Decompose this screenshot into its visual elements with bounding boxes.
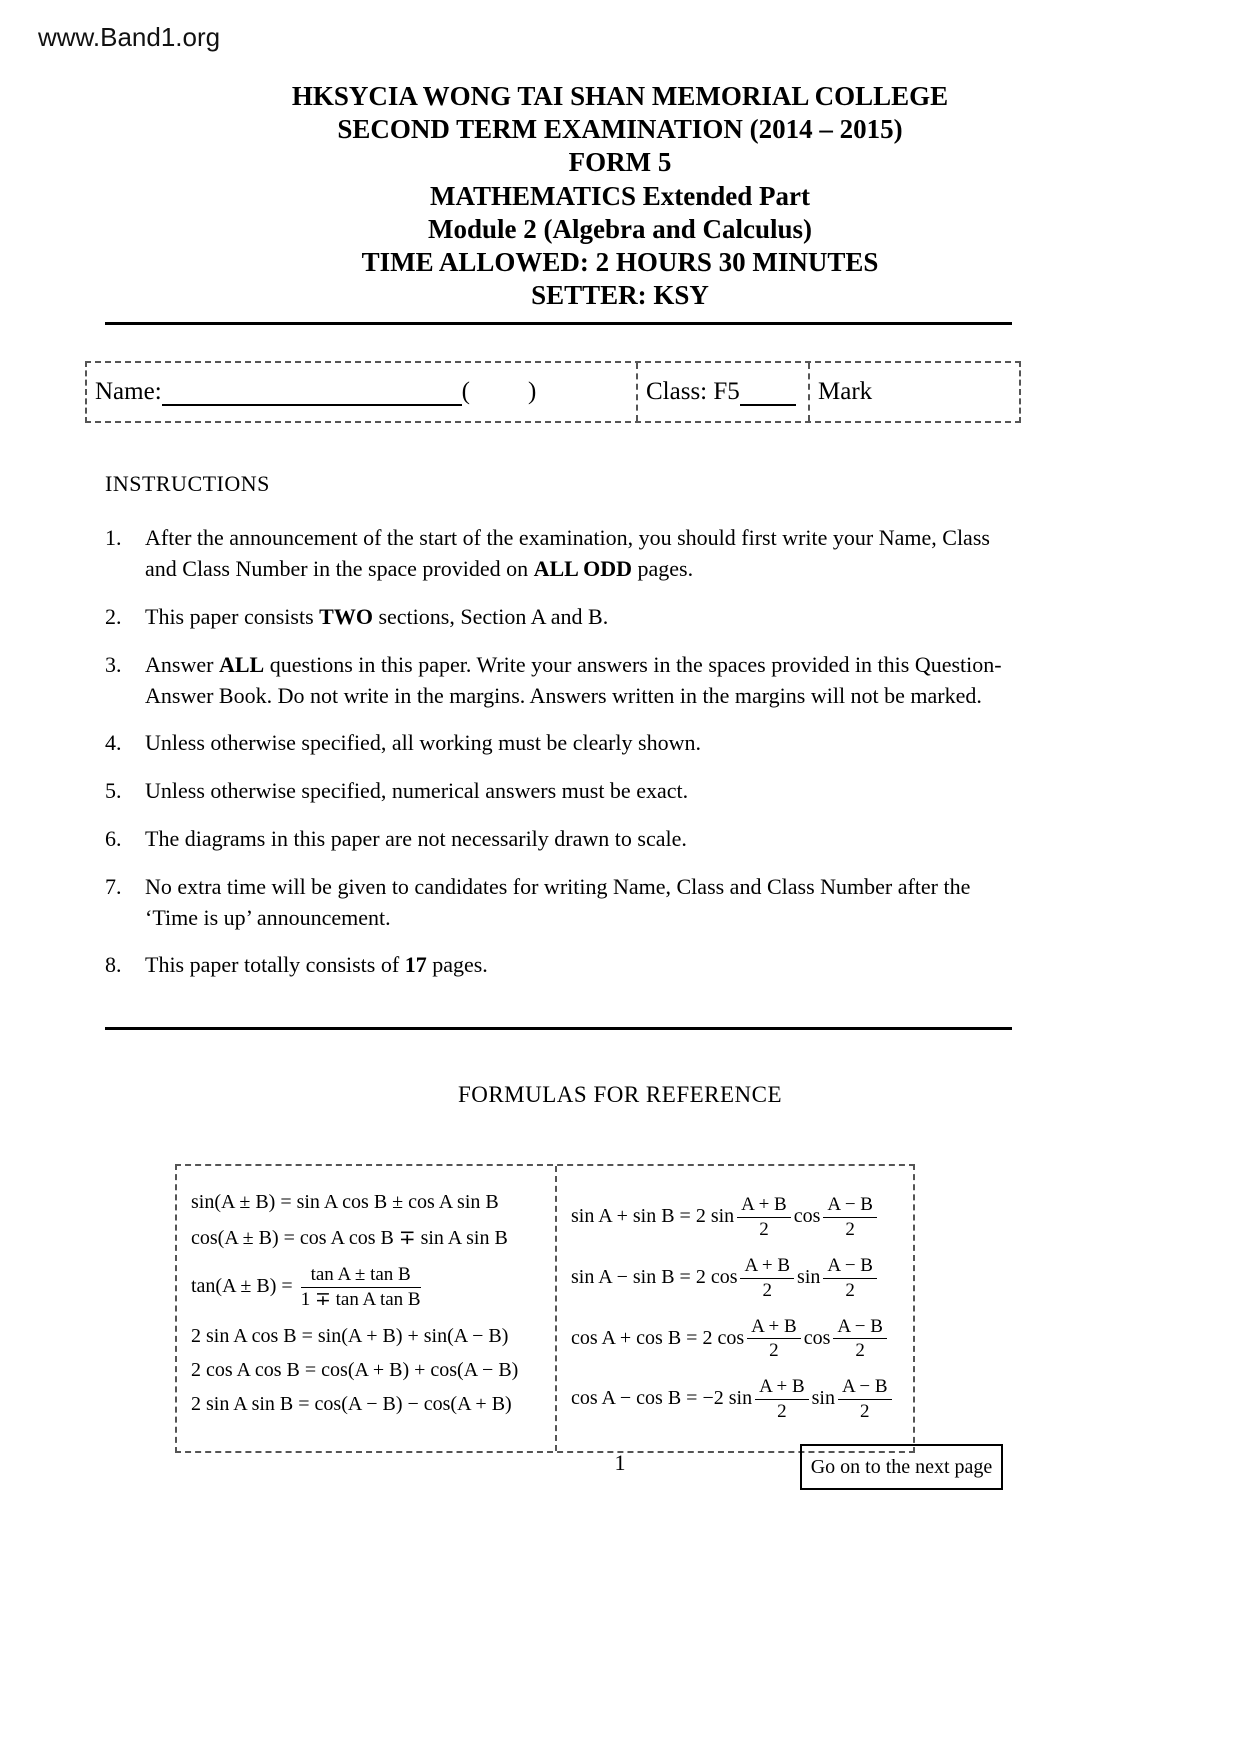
formula-mid: sin [797, 1265, 821, 1288]
instruction-text [145, 602, 1025, 633]
fraction-numerator: A − B [823, 1255, 877, 1279]
fraction [740, 1255, 794, 1302]
instruction-number: 6. [105, 826, 122, 851]
formulas-title: FORMULAS FOR REFERENCE [457, 1082, 783, 1108]
fraction [755, 1376, 809, 1423]
instruction-text-pre: Unless otherwise specified, numerical answers must be exact. [145, 778, 689, 804]
instruction-text-bold: ALL ODD [533, 556, 632, 582]
horizontal-rule-mid [105, 1027, 1012, 1030]
formula-sum-to-product-2 [571, 1255, 903, 1302]
mark-cell [808, 363, 1019, 421]
formula-product-sin-cos: 2 sin A cos B = sin(A + B) + sin(A − B) [191, 1324, 509, 1347]
fraction [747, 1316, 801, 1363]
go-to-next-page-label: Go on to the next page [810, 1455, 993, 1478]
instruction-text [145, 824, 1025, 855]
instruction-text-post: pages. [632, 556, 694, 582]
fraction-numerator: A + B [737, 1194, 791, 1218]
instruction-item-2 [105, 602, 1025, 633]
instruction-number: 3. [105, 651, 122, 677]
formulas-right-column [555, 1166, 913, 1451]
formula-sum-to-product-3 [571, 1316, 903, 1363]
page-number: 1 [614, 1450, 626, 1475]
formula-pre: sin A − sin B = 2 cos [571, 1265, 738, 1288]
formula-tan-lhs: tan(A ± B) = [191, 1275, 293, 1298]
fraction-denominator: 2 [777, 1401, 787, 1423]
instruction-item-3 [105, 650, 1025, 712]
fraction-numerator: A + B [740, 1255, 794, 1279]
formula-pre: cos A + cos B = 2 cos [571, 1326, 745, 1349]
class-blank-line [740, 379, 796, 405]
class-number-paren-close: ) [527, 378, 537, 406]
instruction-text-bold: ALL [218, 651, 265, 677]
instruction-item-5 [105, 776, 1025, 807]
fraction-numerator: A − B [838, 1376, 892, 1400]
instruction-text [145, 523, 1025, 585]
instruction-number: 7. [105, 873, 122, 899]
formulas-left-column [177, 1166, 555, 1451]
instruction-item-6 [105, 824, 1025, 855]
class-number-paren-open: ( [461, 378, 470, 406]
setter: SETTER: KSY [531, 280, 709, 311]
formula-product-cos-cos: 2 cos A cos B = cos(A + B) + cos(A − B) [191, 1358, 519, 1381]
mark-label: Mark [818, 378, 873, 406]
fraction-denominator: 2 [759, 1219, 769, 1241]
instruction-number: 4. [105, 730, 122, 756]
instruction-text-post: sections, Section A and B. [372, 604, 609, 630]
fraction [737, 1194, 791, 1241]
instruction-text-pre: This paper totally consists of [145, 952, 405, 978]
fraction [838, 1376, 892, 1423]
instruction-text-pre: The diagrams in this paper are not necessarily drawn to scale. [145, 826, 687, 851]
formula-cos-sum: cos(A ± B) = cos A cos B ∓ sin A sin B [191, 1227, 508, 1250]
fraction [833, 1316, 887, 1363]
fraction-numerator: tan A ± tan B [301, 1264, 421, 1288]
fraction-numerator: A − B [833, 1316, 887, 1340]
formula-pre: cos A − cos B = −2 sin [571, 1387, 753, 1410]
instruction-text [145, 650, 1025, 712]
instruction-item-7 [105, 872, 1025, 934]
name-label: Name: [95, 378, 162, 406]
instruction-text-pre: This paper consists [145, 604, 320, 630]
class-label: Class: F5 [646, 378, 740, 406]
fraction-denominator: 2 [769, 1340, 779, 1362]
school-name: HKSYCIA WONG TAI SHAN MEMORIAL COLLEGE [291, 81, 949, 111]
name-blank-line [162, 379, 462, 405]
instruction-number: 8. [105, 952, 122, 978]
exam-title: SECOND TERM EXAMINATION (2014 – 2015) [337, 114, 903, 145]
fraction-numerator: A − B [823, 1194, 877, 1218]
module-title: Module 2 (Algebra and Calculus) [427, 213, 813, 244]
formula-product-sin-sin: 2 sin A sin B = cos(A − B) − cos(A + B) [191, 1392, 512, 1415]
instruction-text-bold: 17 [404, 952, 427, 978]
go-to-next-page-box [800, 1444, 1003, 1490]
fraction [823, 1194, 877, 1241]
formula-sin-sum: sin(A ± B) = sin A cos B ± cos A sin B [191, 1191, 499, 1214]
fraction-denominator: 2 [762, 1279, 773, 1301]
instruction-text-post: questions in this paper. Write your answers in the spaces provided in this Question-Answer Book. Do not write in the margins. Answers written in the margins will not be marked. [145, 651, 1002, 708]
instruction-number: 1. [105, 525, 122, 551]
fraction-numerator: A + B [747, 1316, 801, 1340]
fraction-denominator: 2 [855, 1340, 865, 1362]
fraction-denominator: 2 [845, 1219, 855, 1241]
formulas-reference-box [175, 1164, 915, 1453]
fraction-denominator: 2 [845, 1279, 855, 1301]
formula-tan-sum [191, 1264, 545, 1311]
instruction-text-pre: No extra time will be given to candidates for writing Name, Class and Class Number after the ‘Time is up’ announcement. [145, 873, 971, 930]
formula-sum-to-product-4 [571, 1376, 903, 1423]
fraction-denominator: 1 ∓ tan A tan B [300, 1289, 421, 1311]
candidate-info-box [85, 361, 1021, 423]
time-allowed: TIME ALLOWED: 2 HOURS 30 MINUTES [361, 247, 879, 278]
instruction-item-1 [105, 523, 1025, 585]
instruction-item-4 [105, 728, 1025, 759]
watermark-url: www.Band1.org [38, 22, 221, 52]
instruction-text [145, 728, 1025, 759]
instruction-number: 5. [105, 778, 122, 804]
fraction [823, 1255, 877, 1302]
instruction-text-pre: Answer [145, 651, 219, 677]
instruction-item-8 [105, 950, 1025, 981]
formula-sum-to-product-1 [571, 1194, 903, 1241]
instruction-text-bold: TWO [319, 604, 373, 630]
name-cell [87, 363, 636, 421]
formula-pre: sin A + sin B = 2 sin [571, 1205, 735, 1228]
instruction-number: 2. [105, 604, 122, 630]
instruction-text [145, 776, 1025, 807]
fraction-numerator: A + B [755, 1376, 809, 1400]
instructions-section [105, 471, 1025, 981]
instruction-text-post: pages. [426, 952, 488, 978]
instruction-text [145, 950, 1025, 981]
instruction-text-pre: After the announcement of the start of the examination, you should first write your Name, Class and Class Number in the space provided on [145, 525, 990, 582]
subject-title: MATHEMATICS Extended Part [430, 180, 810, 211]
formula-mid: cos [803, 1326, 831, 1349]
form-level: FORM 5 [568, 147, 672, 178]
formula-mid: sin [811, 1387, 835, 1410]
fraction [301, 1264, 421, 1311]
fraction-denominator: 2 [860, 1401, 870, 1423]
instructions-title: INSTRUCTIONS [105, 471, 270, 497]
formula-mid: cos [793, 1205, 821, 1228]
instruction-text-pre: Unless otherwise specified, all working must be clearly shown. [145, 730, 701, 756]
horizontal-rule-top [105, 322, 1012, 325]
class-cell [636, 363, 808, 421]
instruction-text [145, 872, 1025, 934]
